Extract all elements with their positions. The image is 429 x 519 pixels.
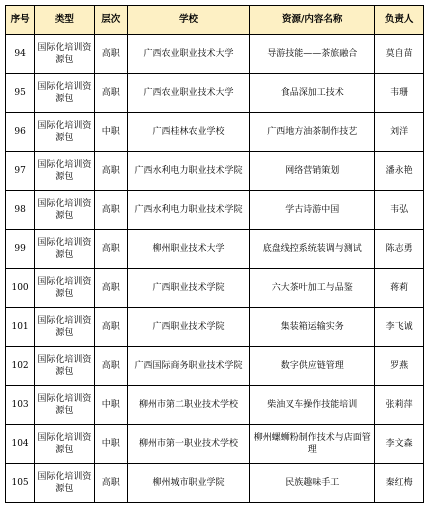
header-owner: 负责人 [375, 6, 424, 35]
cell-resource: 导游技能——茶旅融合 [250, 35, 375, 74]
cell-seq: 98 [6, 191, 35, 230]
cell-level: 高职 [94, 74, 127, 113]
cell-seq: 103 [6, 386, 35, 425]
cell-resource: 学古诗游中国 [250, 191, 375, 230]
header-resource: 资源/内容名称 [250, 6, 375, 35]
cell-seq: 100 [6, 269, 35, 308]
table-row [6, 347, 424, 386]
cell-type: 国际化培训资源包 [35, 347, 94, 386]
cell-resource: 网络营销策划 [250, 152, 375, 191]
cell-level: 高职 [94, 464, 127, 503]
cell-type: 国际化培训资源包 [35, 308, 94, 347]
cell-seq: 97 [6, 152, 35, 191]
cell-school: 广西农业职业技术大学 [128, 35, 250, 74]
table-row [6, 269, 424, 308]
cell-resource: 柴油叉车操作技能培训 [250, 386, 375, 425]
table-row [6, 35, 424, 74]
cell-school: 柳州市第一职业技术学校 [128, 425, 250, 464]
cell-owner: 莫自苗 [375, 35, 424, 74]
cell-school: 广西桂林农业学校 [128, 113, 250, 152]
cell-level: 高职 [94, 35, 127, 74]
table-header-row [6, 6, 424, 35]
cell-seq: 95 [6, 74, 35, 113]
table-row [6, 113, 424, 152]
cell-seq: 104 [6, 425, 35, 464]
cell-seq: 94 [6, 35, 35, 74]
cell-type: 国际化培训资源包 [35, 230, 94, 269]
table-row [6, 191, 424, 230]
cell-seq: 99 [6, 230, 35, 269]
cell-level: 中职 [94, 425, 127, 464]
header-seq: 序号 [6, 6, 35, 35]
cell-owner: 韦珊 [375, 74, 424, 113]
cell-type: 国际化培训资源包 [35, 152, 94, 191]
cell-owner: 刘洋 [375, 113, 424, 152]
cell-owner: 陈志勇 [375, 230, 424, 269]
cell-school: 广西农业职业技术大学 [128, 74, 250, 113]
cell-seq: 101 [6, 308, 35, 347]
table-row [6, 386, 424, 425]
cell-type: 国际化培训资源包 [35, 386, 94, 425]
cell-seq: 96 [6, 113, 35, 152]
cell-resource: 集装箱运输实务 [250, 308, 375, 347]
cell-seq: 102 [6, 347, 35, 386]
table-body [6, 35, 424, 503]
cell-level: 高职 [94, 269, 127, 308]
cell-level: 高职 [94, 191, 127, 230]
cell-school: 广西职业技术学院 [128, 269, 250, 308]
table-row [6, 74, 424, 113]
header-level: 层次 [94, 6, 127, 35]
cell-level: 高职 [94, 230, 127, 269]
table-row [6, 464, 424, 503]
table-row [6, 230, 424, 269]
cell-resource: 六大茶叶加工与品鉴 [250, 269, 375, 308]
cell-resource: 柳州螺蛳粉制作技术与店面管理 [250, 425, 375, 464]
cell-level: 高职 [94, 152, 127, 191]
cell-school: 柳州市第二职业技术学校 [128, 386, 250, 425]
cell-level: 高职 [94, 347, 127, 386]
cell-owner: 李飞诚 [375, 308, 424, 347]
resource-table [5, 5, 424, 503]
cell-type: 国际化培训资源包 [35, 74, 94, 113]
cell-school: 柳州城市职业学院 [128, 464, 250, 503]
cell-owner: 韦弘 [375, 191, 424, 230]
cell-level: 高职 [94, 308, 127, 347]
cell-owner: 张莉萍 [375, 386, 424, 425]
cell-level: 中职 [94, 113, 127, 152]
cell-seq: 105 [6, 464, 35, 503]
cell-resource: 民族趣味手工 [250, 464, 375, 503]
header-type: 类型 [35, 6, 94, 35]
cell-school: 广西职业技术学院 [128, 308, 250, 347]
cell-school: 柳州职业技术大学 [128, 230, 250, 269]
table-row [6, 152, 424, 191]
cell-school: 广西国际商务职业技术学院 [128, 347, 250, 386]
cell-resource: 食品深加工技术 [250, 74, 375, 113]
table-row [6, 308, 424, 347]
cell-owner: 蒋莉 [375, 269, 424, 308]
cell-owner: 潘永艳 [375, 152, 424, 191]
cell-type: 国际化培训资源包 [35, 35, 94, 74]
cell-school: 广西水利电力职业技术学院 [128, 152, 250, 191]
table-row [6, 425, 424, 464]
cell-resource: 广西地方油茶制作技艺 [250, 113, 375, 152]
cell-type: 国际化培训资源包 [35, 464, 94, 503]
cell-owner: 秦红梅 [375, 464, 424, 503]
cell-resource: 底盘线控系统装调与测试 [250, 230, 375, 269]
cell-type: 国际化培训资源包 [35, 425, 94, 464]
cell-type: 国际化培训资源包 [35, 269, 94, 308]
cell-type: 国际化培训资源包 [35, 113, 94, 152]
cell-resource: 数字供应链管理 [250, 347, 375, 386]
cell-type: 国际化培训资源包 [35, 191, 94, 230]
cell-owner: 李文森 [375, 425, 424, 464]
cell-school: 广西水利电力职业技术学院 [128, 191, 250, 230]
cell-owner: 罗燕 [375, 347, 424, 386]
header-school: 学校 [128, 6, 250, 35]
cell-level: 中职 [94, 386, 127, 425]
